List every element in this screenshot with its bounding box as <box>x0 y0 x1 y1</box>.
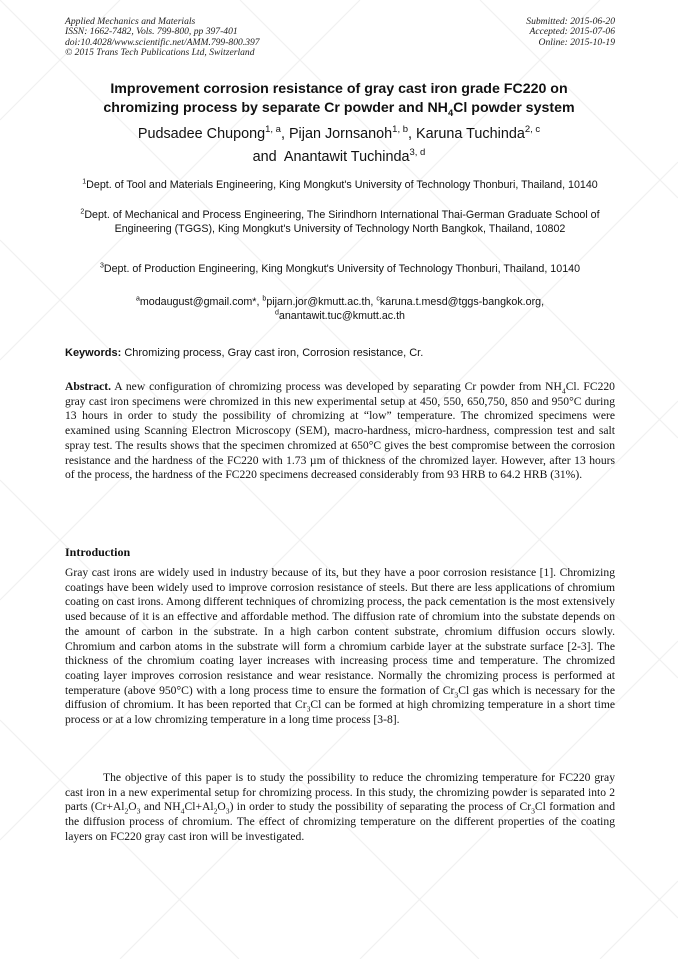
keywords-label: Keywords: <box>65 347 122 359</box>
abstract: Abstract. A new configuration of chromizing process was developed by separating Cr powder from $NH_4Cl$. FC220 gray cast iron specimens were chromized in this new experimental setup at 450, 550, 650,750, 850 and 950°C during 13 hours in order to study the possibility of chromizing at “low” temperature. The chromized specimens were examined using Scanning Electron Microscopy (SEM), macro-hardness, micro-hardness, compression test and salt spray test. The results shows that the specimen chromized at 650°C gives the best compromise between the corrosion resistance and the hardness of the FC220 with 1.73 µm of thickness of the chromized layer. However, after 13 hours of the process, the hardness of the FC220 specimens decreased considerably from 93 HRB to 64.2 HRB (31%). <box>65 380 615 482</box>
submitted-date: Submitted: 2015-06-20 <box>526 16 615 27</box>
online-date: Online: 2015-10-19 <box>538 36 615 48</box>
abstract-label: Abstract. <box>65 380 112 393</box>
affiliation-3: $^3$Dept. of Production Engineering, King Mongkut's University of Technology Thonburi, Thailand, 10140 <box>99 262 581 275</box>
title-line-2: chromizing process by separate Cr powder and $NH_4Cl$ powder system <box>103 100 575 118</box>
journal-name: Applied Mechanics and Materials <box>65 16 196 27</box>
publication-dates <box>526 17 615 48</box>
title-line-1: Improvement corrosion resistance of gray cast iron grade FC220 on <box>110 81 568 97</box>
keywords <box>65 347 423 359</box>
affiliation-2: $^2$Dept. of Mechanical and Process Engineering, The Sirindhorn International Thai-German Graduate School of Engineering (TGGS), King Mongkut's University of Technology North Bangkok, Thailand, 10802 <box>80 208 600 236</box>
author-name: Pijan Jornsanoh <box>288 126 393 142</box>
introduction-paragraph-2: The objective of this paper is to study the possibility to reduce the chromizing temperature for FC220 gray cast iron in a new experimental setup for chromizing process. In this study, the chromizing powder is separated into 2 parts ($Cr+Al_2O_3$ and $NH_4Cl+Al_2O_3$) in order to study the possibility of separating the process of $Cr_3Cl$ formation and the diffusion process of chromium. The effect of chromizing temperature on the different properties of the coating layers on FC220 gray cast iron will be investigated. <box>65 771 615 843</box>
author-name: Karuna Tuchinda <box>416 126 525 142</box>
email-link[interactable]: modaugust@gmail.com*, <box>139 296 260 308</box>
section-heading-introduction: Introduction <box>65 545 131 559</box>
author-list: Pudsadee Chupong$^{1, a}$, Pijan Jornsanoh$^{1, b}$, Karuna Tuchinda$^{2, c}$ and Anantawit Tuchinda$^{3, d}$ <box>137 124 541 165</box>
paper-title <box>40 80 638 118</box>
author-name: Anantawit Tuchinda <box>283 149 410 165</box>
affiliation-1: $^1$Dept. of Tool and Materials Engineering, King Mongkut's University of Technology Thonburi, Thailand, 10140 <box>82 178 598 191</box>
author-conjunction: and <box>252 149 277 165</box>
accepted-date: Accepted: 2015-07-06 <box>529 26 615 38</box>
doi: doi:10.4028/www.scientific.net/AMM.799-800.397 <box>65 36 260 48</box>
keywords-text: Chromizing process, Gray cast iron, Corrosion resistance, Cr. <box>124 347 424 359</box>
journal-info <box>65 17 260 59</box>
author-emails: $^a$modaugust@gmail.com*, $^b$pijarn.jor@kmutt.ac.th, $^c$karuna.t.mesd@tggs-bangkok.org, $^d$anantawit.tuc@kmutt.ac.th <box>135 295 545 323</box>
author-name: Pudsadee Chupong <box>137 126 266 142</box>
email-link[interactable]: pijarn.jor@kmutt.ac.th, <box>266 296 374 308</box>
email-link[interactable]: anantawit.tuc@kmutt.ac.th <box>278 310 406 323</box>
introduction-paragraph-1: Gray cast irons are widely used in industry because of its, but they have a poor corrosion resistance [1]. Chromizing coatings have been widely used to improve corrosion resistance of steels. But there are less applications of chromium coating on cast irons. Among different techniques of chromizing process, the pack cementation is the most extensively used because of it is an effective and affordable method. The diffusion rate of chromium into the substate depends on the amount of carbon in the substrate. In a high carbon content substrate, chromium diffusion occurs slowly. Chromium and carbon atoms in the substrate will form a chromium carbide layer at the substrate surface [2-3]. The thickness of the chromium coating layer increases with increasing process time and temperature. The chromized coating layer improves corrosion resistance and wear resistance. Normally the chromizing process is performed at temperature (above 950°C) with a long process time to ensure the formation of $Cr_3Cl$ gas which is necessary for the diffusion of chromium. It has been reported that $Cr_3Cl$ can be formed at high chromizing temperature in a short time process or at a low chromizing temperature in a long time process [3-8]. <box>65 566 615 727</box>
email-link[interactable]: karuna.t.mesd@tggs-bangkok.org, <box>379 296 545 308</box>
issn: ISSN: 1662-7482, Vols. 799-800, pp 397-401 <box>65 26 238 38</box>
copyright: © 2015 Trans Tech Publications Ltd, Switzerland <box>65 47 255 59</box>
